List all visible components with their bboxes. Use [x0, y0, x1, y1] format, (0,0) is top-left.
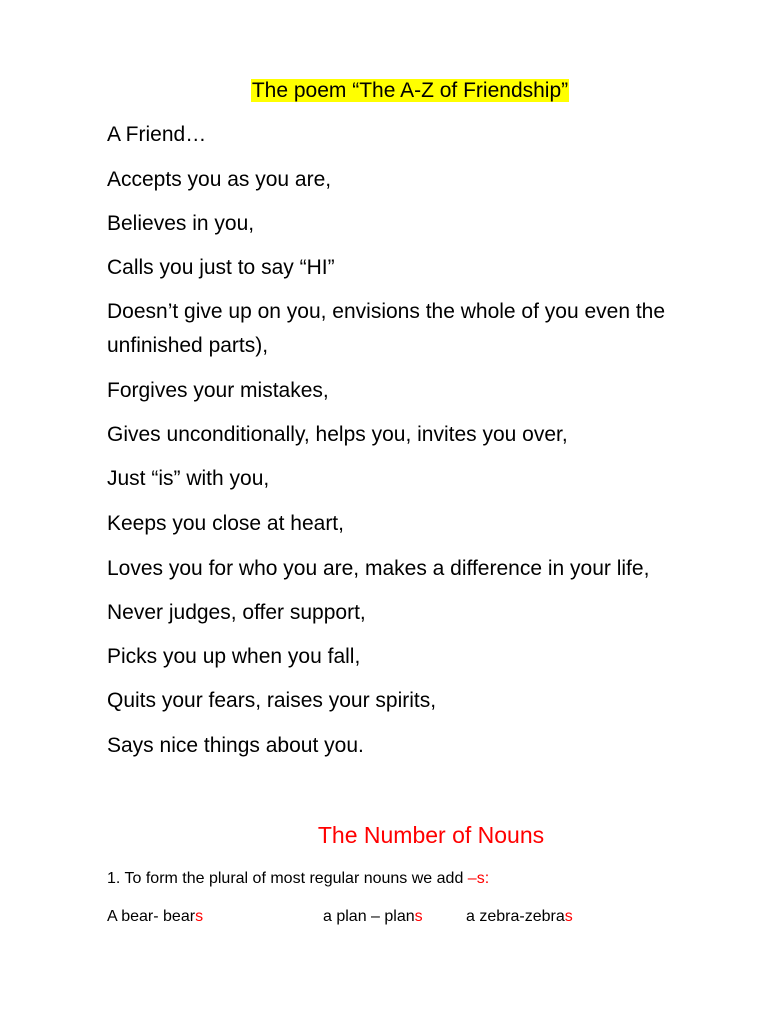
example-ending: s [564, 908, 573, 925]
grammar-rule [107, 868, 489, 890]
poem-line: Doesn’t give up on you, envisions the whole of you even the unfinished parts), [107, 300, 666, 357]
poem-line: Calls you just to say “HI” [107, 256, 335, 279]
poem-line: Keeps you close at heart, [107, 512, 344, 535]
poem-line: Quits your fears, raises your spirits, [107, 689, 437, 712]
poem-line: Picks you up when you fall, [107, 645, 361, 668]
example-base: a zebra-zebra [466, 908, 565, 925]
example-ending: s [414, 908, 423, 925]
poem-title [0, 77, 768, 105]
poem-line: A Friend… [107, 123, 207, 146]
section-heading: The Number of Nouns [317, 822, 545, 848]
example-base: A bear- bear [107, 908, 196, 925]
poem-title-text: The poem “The A-Z of Friendship” [251, 79, 569, 102]
poem-line: Just “is” with you, [107, 467, 270, 490]
poem-line: Gives unconditionally, helps you, invites you over, [107, 423, 568, 446]
poem-line: Believes in you, [107, 212, 255, 235]
rule-suffix: –s: [467, 870, 490, 887]
poem-line: Forgives your mistakes, [107, 379, 329, 402]
plural-example [107, 906, 203, 928]
rule-text: 1. To form the plural of most regular nouns we add [107, 870, 468, 887]
plural-example [466, 906, 573, 928]
poem-line: Says nice things about you. [107, 734, 364, 757]
plural-example [323, 906, 423, 928]
example-base: a plan – plan [323, 908, 415, 925]
example-ending: s [195, 908, 204, 925]
poem-line: Accepts you as you are, [107, 168, 332, 191]
poem-line: Loves you for who you are, makes a difference in your life, [107, 557, 650, 580]
poem-line: Never judges, offer support, [107, 601, 366, 624]
